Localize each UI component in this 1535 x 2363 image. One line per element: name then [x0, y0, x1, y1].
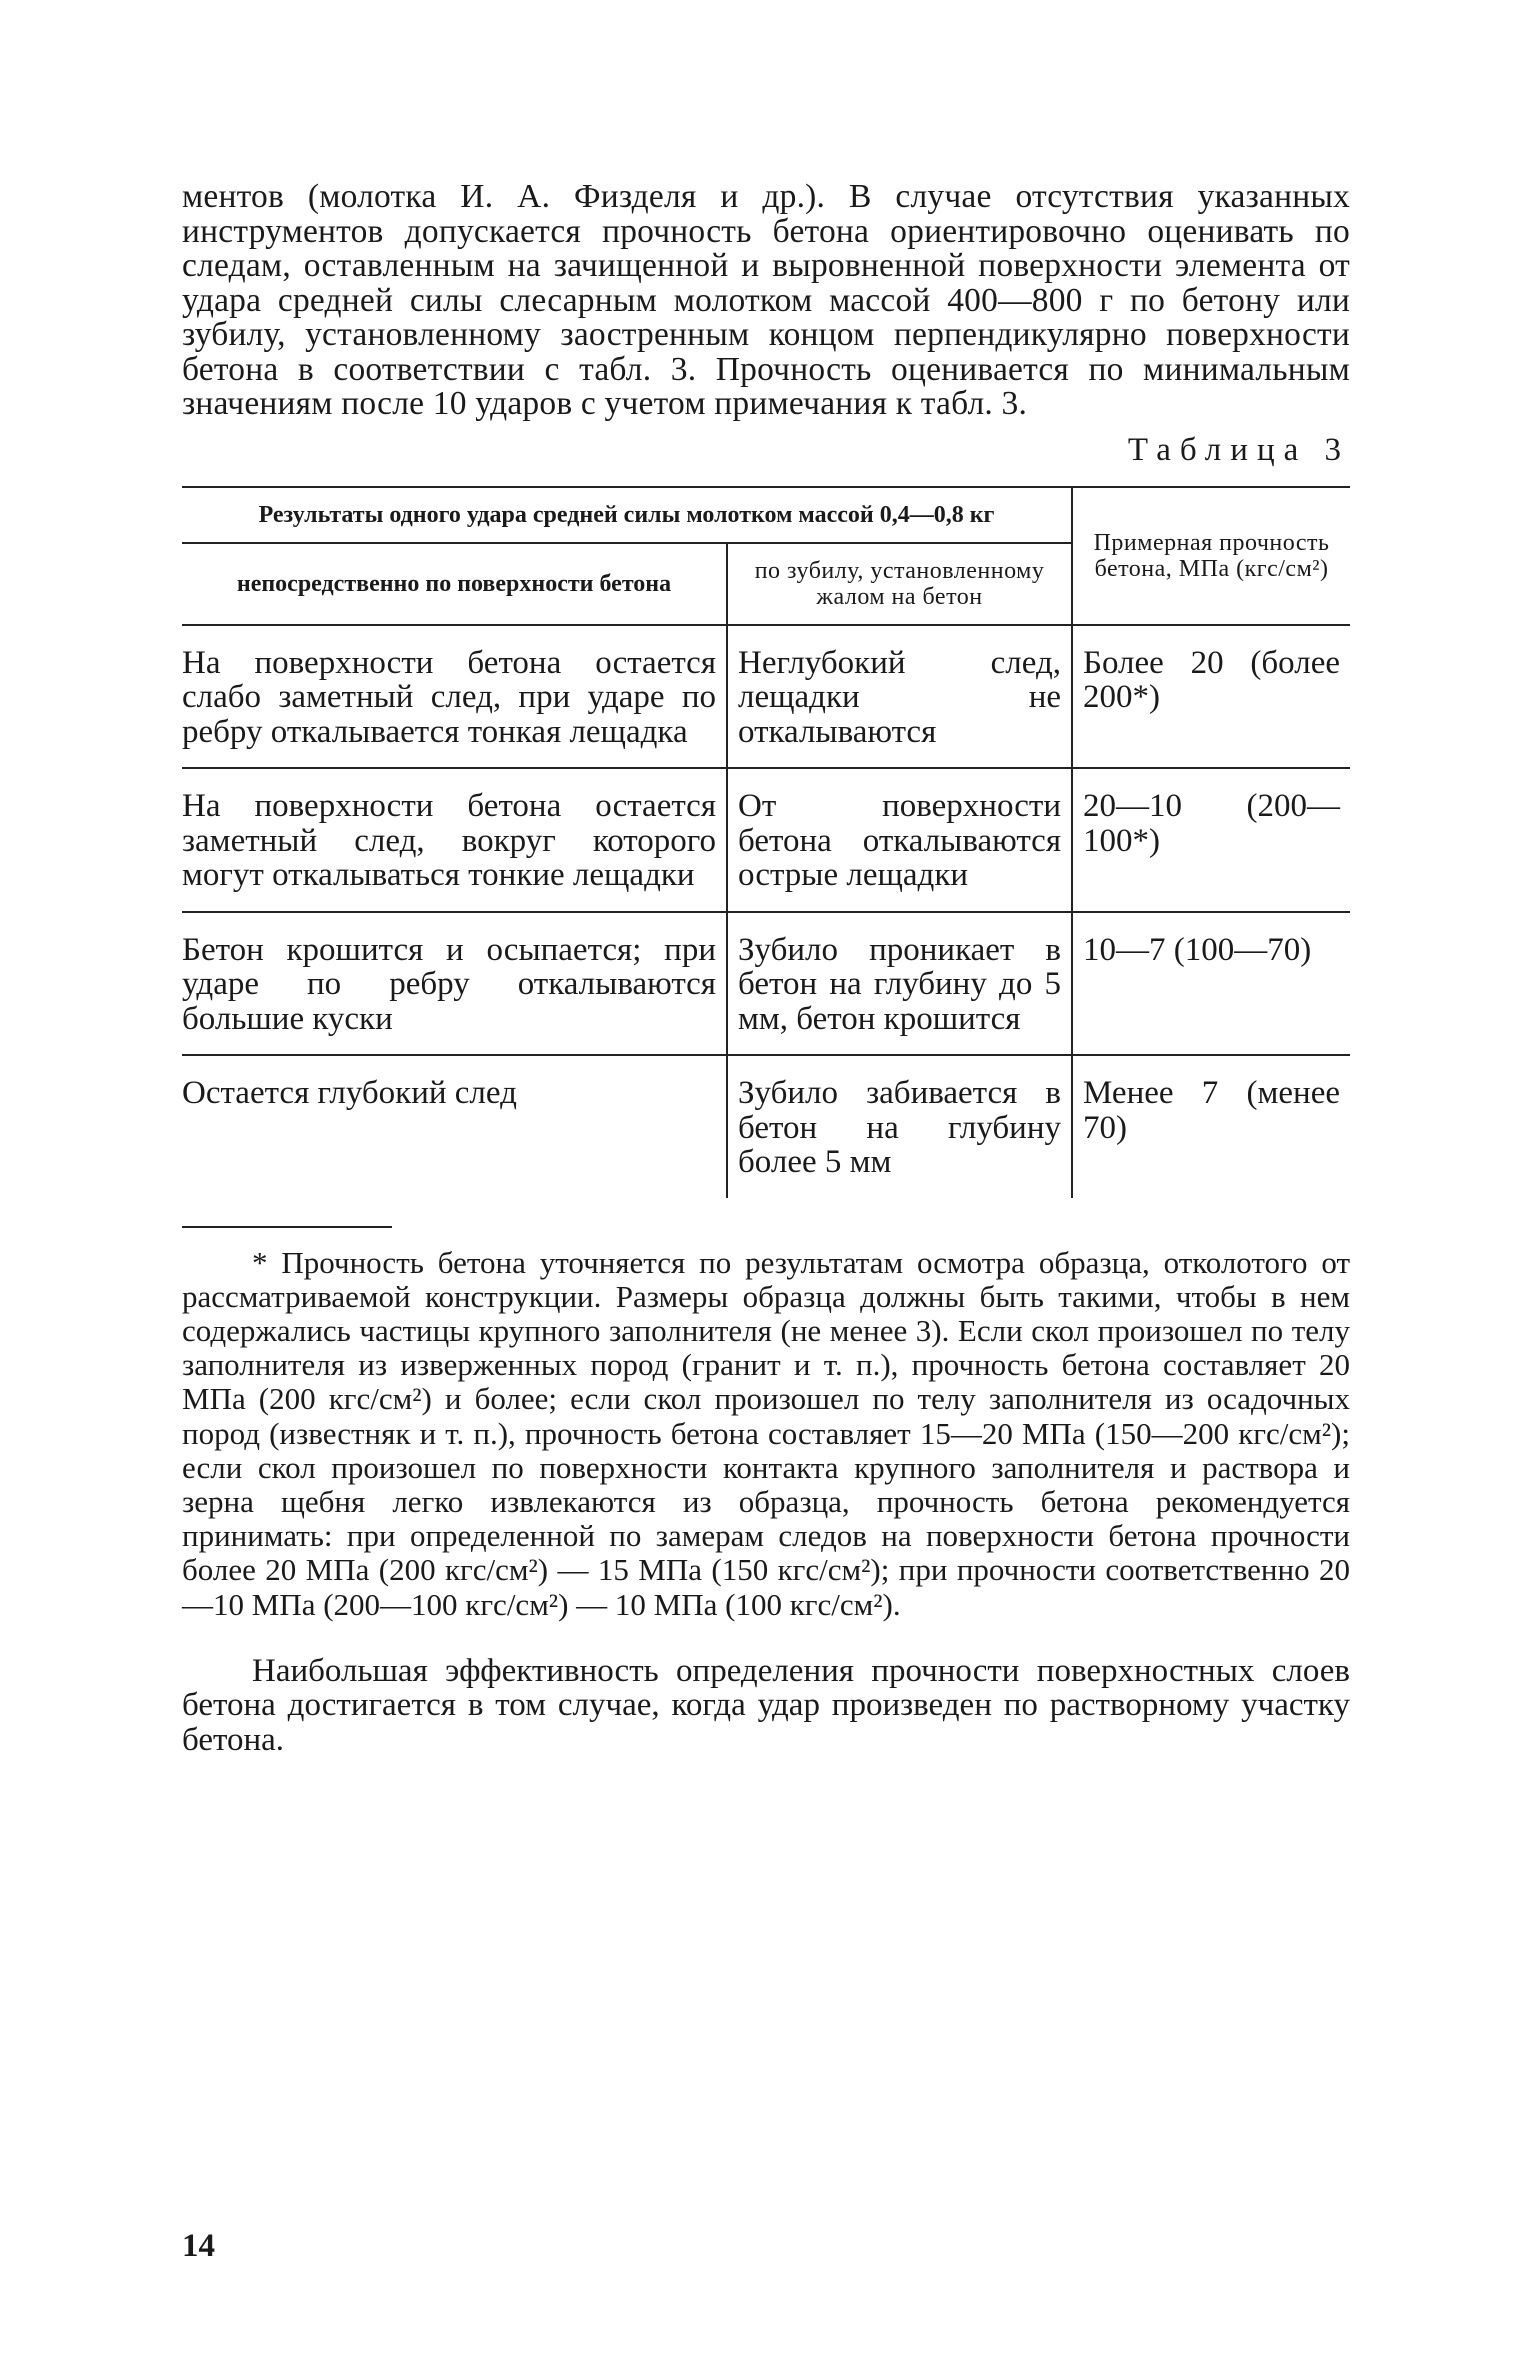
table-row: [182, 625, 1350, 769]
closing-paragraph: Наибольшая эффективность определения прочности поверхностных слоев бетона достигается в том случае, когда удар произведен по растворному участку бетона.: [182, 1652, 1350, 1758]
row-surface: На поверхности бетона остается заметный след, вокруг которого могут откалываться тонкие лещадки: [182, 768, 727, 912]
page-content: [182, 180, 1350, 1790]
row-strength: Менее 7 (менее 70): [1083, 1075, 1341, 1146]
intro-paragraph: ментов (молотка И. А. Физделя и др.). В случае отсутствия указанных инструментов допускается прочность бетона ориентировочно оценивать по следам, оставленным на зачищенной и выровненной поверхности элемента от удара средней силы слесарным молотком массой 400—800 г по бетону или зубилу, установленному заостренным концом перпендикулярно поверхности бетона в соответствии с табл. 3. Прочность оценивается по минимальным значениям после 10 ударов с учетом примечания к табл. 3.: [182, 178, 1350, 422]
row-surface: На поверхности бетона остается слабо заметный след, при ударе по ребру откалывается тонкая лещадка: [182, 625, 727, 769]
header-group: Результаты одного удара средней силы молотком массой 0,4—0,8 кг: [182, 487, 1072, 543]
row-surface: Остается глубокий след: [182, 1055, 727, 1198]
header-strength: Примерная прочность бетона, МПа (кгс/см²): [1093, 529, 1330, 582]
table-row: [182, 768, 1350, 912]
table-row: [182, 1055, 1350, 1198]
footnote-rule: [182, 1226, 392, 1228]
table-row: [182, 912, 1350, 1056]
footnote: * Прочность бетона уточняется по результатам осмотра образца, отколотого от рассматриваемой конструкции. Размеры образца должны быть такими, чтобы в нем содержались частицы крупного заполнителя (не менее 3). Если скол произошел по телу заполнителя из изверженных пород (гранит и т. п.), прочность бетона составляет 20 МПа (200 кгс/см²) и более; если скол произошел по телу заполнителя из осадочных пород (известняк и т. п.), прочность бетона составляет 15—20 МПа (150—200 кгс/см²); если скол произошел по поверхности контакта крупного заполнителя и раствора и зерна щебня легко извлекаются из образца, прочность бетона рекомендуется принимать: при определенной по замерам следов на поверхности бетона прочности более 20 МПа (200 кгс/см²) — 15 МПа (150 кгс/см²); при прочности соответственно 20—10 МПа (200—100 кгс/см²) — 10 МПа (100 кгс/см²).: [182, 1244, 1350, 1622]
row-chisel: От поверхности бетона откалываются острые лещадки: [727, 768, 1072, 912]
page-number: 14: [182, 2228, 215, 2264]
row-surface: Бетон крошится и осыпается; при ударе по ребру откалываются большие куски: [182, 912, 727, 1056]
strength-table: [182, 486, 1350, 1198]
table-caption: Таблица 3: [1127, 431, 1350, 468]
row-chisel: Неглубокий след, лещадки не откалываются: [727, 625, 1072, 769]
row-strength: Более 20 (более 200*): [1083, 644, 1341, 715]
row-chisel: Зубило проникает в бетон на глубину до 5 мм, бетон крошится: [727, 912, 1072, 1056]
row-chisel: Зубило забивается в бетон на глубину более 5 мм: [727, 1055, 1072, 1198]
row-strength: 20—10 (200—100*): [1083, 788, 1341, 859]
header-surface: непосредственно по поверхности бетона: [182, 543, 727, 625]
header-chisel: по зубилу, установленному жалом на бетон: [727, 543, 1072, 625]
row-strength: 10—7 (100—70): [1083, 931, 1312, 968]
